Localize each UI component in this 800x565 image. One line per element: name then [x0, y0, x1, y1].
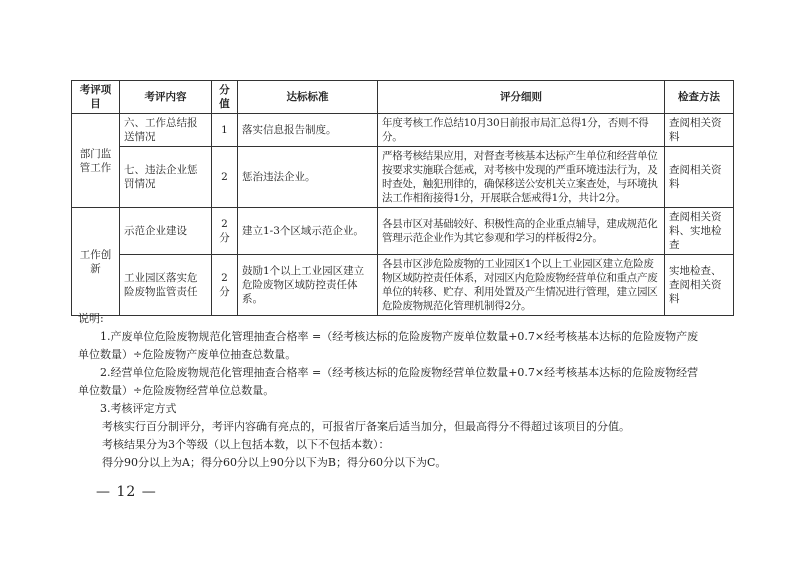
table-row	[72, 114, 734, 147]
note-1-line-2: 单位数量）÷危险废物产废单位抽查总数量。	[78, 348, 297, 361]
score-cell: 2	[212, 147, 238, 208]
note-3-grades: 考核结果分为3个等级（以上包括本数，以下不包括本数）：	[102, 438, 390, 451]
header-rules: 评分细则	[378, 81, 665, 114]
note-3-text: 考核实行百分制评分，考评内容确有亮点的，可报省厅备案后适当加分，但最高得分不得超过该项目的分值。	[102, 420, 630, 433]
content-cell: 示范企业建设	[120, 208, 212, 255]
note-2-line-2: 单位数量）÷危险废物经营单位总数量。	[78, 384, 275, 397]
method-cell: 查阅相关资料	[665, 147, 734, 208]
standard-cell: 惩治违法企业。	[238, 147, 378, 208]
rules-cell: 各县市区对基础较好、积极性高的企业重点辅导，建成规范化管理示范企业作为其它参观和学习的样板得2分。	[378, 208, 665, 255]
content-cell: 六、工作总结报送情况	[120, 114, 212, 147]
method-cell: 查阅相关资料	[665, 114, 734, 147]
score-cell: 2分	[212, 208, 238, 255]
header-score: 分值	[212, 81, 238, 114]
item-cell: 工作创新	[72, 208, 120, 316]
method-cell: 查阅相关资料、实地检查	[665, 208, 734, 255]
assessment-table	[71, 80, 734, 316]
note-3-grade-levels: 得分90分以上为A；得分60分以上90分以下为B；得分60分以下为C。	[102, 456, 447, 469]
table-header-row	[72, 81, 734, 114]
header-content: 考评内容	[120, 81, 212, 114]
notes-heading: 说明:	[78, 312, 104, 325]
item-cell: 部门监管工作	[72, 114, 120, 208]
rules-cell: 年度考核工作总结10月30日前报市局汇总得1分，否则不得分。	[378, 114, 665, 147]
header-standard: 达标标准	[238, 81, 378, 114]
header-method: 检查方法	[665, 81, 734, 114]
page-number: — 12 —	[96, 484, 157, 500]
table-row	[72, 255, 734, 316]
note-3-heading: 3.考核评定方式	[100, 402, 177, 415]
method-cell: 实地检查、查阅相关资料	[665, 255, 734, 316]
note-1-line-1: 1.产废单位危险废物规范化管理抽查合格率 =（经考核达标的危险废物产废单位数量+0.7×经考核基本达标的危险废物产废	[100, 330, 699, 343]
score-cell: 2分	[212, 255, 238, 316]
notes-section	[78, 310, 738, 472]
table-row	[72, 208, 734, 255]
content-cell: 七、违法企业惩罚情况	[120, 147, 212, 208]
content-cell: 工业园区落实危险废物监管责任	[120, 255, 212, 316]
standard-cell: 建立1-3个区域示范企业。	[238, 208, 378, 255]
table-row	[72, 147, 734, 208]
standard-cell: 鼓励1个以上工业园区建立危险废物区域防控责任体系。	[238, 255, 378, 316]
rules-cell: 严格考核结果应用，对督查考核基本达标产生单位和经营单位按要求实施联合惩戒，对考核中发现的严重环境违法行为，及时查处，触犯刑律的，确保移送公安机关立案查处，与环境执法工作相衔接得1分，开展联合惩戒得1分，共计2分。	[378, 147, 665, 208]
header-item: 考评项目	[72, 81, 120, 114]
note-2-line-1: 2.经营单位危险废物规范化管理抽查合格率 =（经考核达标的危险废物经营单位数量+0.7×经考核基本达标的危险废物经营	[100, 366, 699, 379]
standard-cell: 落实信息报告制度。	[238, 114, 378, 147]
rules-cell: 各县市区涉危险废物的工业园区1个以上工业园区建立危险废物区域防控责任体系，对园区内危险废物经营单位和重点产废单位的转移、贮存、利用处置及产生情况进行管理，建立园区危险废物规范化管理机制得2分。	[378, 255, 665, 316]
score-cell: 1	[212, 114, 238, 147]
